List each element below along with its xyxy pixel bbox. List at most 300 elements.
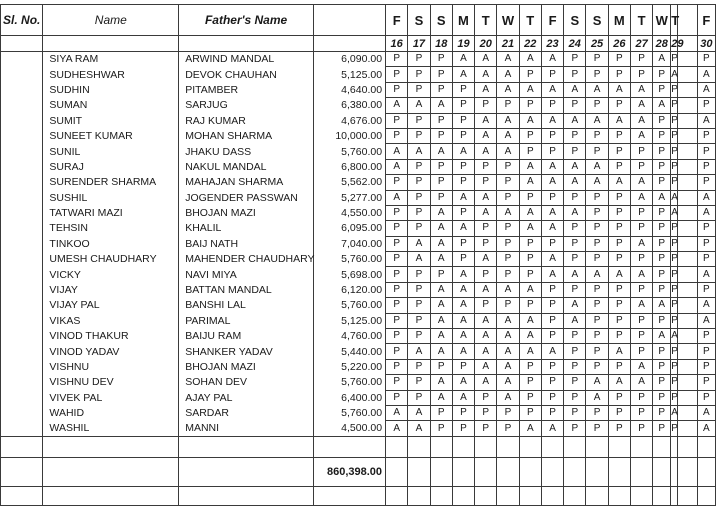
attendance-mark: A (519, 282, 541, 297)
attendance-mark: A (408, 421, 430, 436)
attendance-mark: A (430, 98, 452, 113)
attendance-mark: P (497, 252, 519, 267)
attendance-mark: P (697, 236, 715, 251)
weekday-header: W (497, 5, 519, 36)
attendance-mark: P (630, 159, 652, 174)
weekday-header: S (408, 5, 430, 36)
attendance-mark: A (475, 282, 497, 297)
amount-cell: 5,440.00 (313, 344, 385, 359)
attendance-mark: P (475, 159, 497, 174)
attendance-mark: A (408, 344, 430, 359)
attendance-mark: P (386, 375, 408, 390)
attendance-gap (677, 52, 697, 67)
attendance-mark: P (671, 128, 677, 143)
attendance-mark: P (386, 329, 408, 344)
amount-cell: 5,277.00 (313, 190, 385, 205)
attendance-mark: P (452, 236, 474, 251)
attendance-mark: P (564, 252, 586, 267)
attendance-mark: P (452, 175, 474, 190)
attendance-mark: P (608, 128, 630, 143)
attendance-mark: A (608, 82, 630, 97)
table-row (1, 98, 716, 113)
sl-no-cell (1, 144, 43, 159)
sl-no-cell (1, 298, 43, 313)
attendance-mark: P (653, 344, 671, 359)
attendance-mark: P (519, 128, 541, 143)
attendance-mark: P (430, 421, 452, 436)
name-cell: VIJAY PAL (43, 298, 179, 313)
attendance-mark: P (541, 190, 563, 205)
amount-cell: 4,550.00 (313, 205, 385, 220)
attendance-mark: P (671, 144, 677, 159)
attendance-mark: A (519, 344, 541, 359)
attendance-mark: P (519, 267, 541, 282)
attendance-mark: P (541, 390, 563, 405)
attendance-mark: A (386, 421, 408, 436)
attendance-mark: P (697, 252, 715, 267)
name-cell: SURENDER SHARMA (43, 175, 179, 190)
attendance-mark: P (671, 159, 677, 174)
attendance-mark: P (497, 175, 519, 190)
name-cell: TEHSIN (43, 221, 179, 236)
weekday-header: F (697, 5, 715, 36)
attendance-mark: A (671, 190, 677, 205)
attendance-mark: P (475, 221, 497, 236)
attendance-mark: P (430, 175, 452, 190)
attendance-mark: P (671, 313, 677, 328)
attendance-mark: A (541, 82, 563, 97)
attendance-gap (677, 67, 697, 82)
attendance-mark: A (653, 190, 671, 205)
date-header: 22 (519, 36, 541, 52)
attendance-mark: P (697, 128, 715, 143)
attendance-mark: P (408, 128, 430, 143)
attendance-mark: A (475, 252, 497, 267)
attendance-mark: P (519, 236, 541, 251)
attendance-mark: A (497, 52, 519, 67)
name-cell: SIYA RAM (43, 52, 179, 67)
attendance-mark: A (519, 52, 541, 67)
attendance-mark: P (653, 390, 671, 405)
attendance-mark: A (430, 344, 452, 359)
attendance-mark: P (541, 359, 563, 374)
attendance-mark: P (497, 190, 519, 205)
amount-cell: 4,500.00 (313, 421, 385, 436)
attendance-mark: P (608, 298, 630, 313)
attendance-mark: P (586, 344, 608, 359)
attendance-mark: P (671, 390, 677, 405)
sl-no-cell (1, 159, 43, 174)
attendance-mark: A (630, 298, 652, 313)
attendance-mark: A (564, 313, 586, 328)
attendance-mark: A (541, 205, 563, 220)
weekday-header: T (519, 5, 541, 36)
attendance-mark: P (408, 359, 430, 374)
name-cell: SUMAN (43, 98, 179, 113)
attendance-mark: P (564, 128, 586, 143)
attendance-mark: P (608, 313, 630, 328)
attendance-mark: P (653, 421, 671, 436)
attendance-mark: A (697, 205, 715, 220)
attendance-mark: P (564, 375, 586, 390)
attendance-mark: A (586, 82, 608, 97)
amount-cell: 6,095.00 (313, 221, 385, 236)
sl-no-cell (1, 282, 43, 297)
attendance-mark: A (497, 82, 519, 97)
attendance-mark: P (586, 421, 608, 436)
attendance-mark: P (475, 405, 497, 420)
attendance-mark: P (475, 175, 497, 190)
father-name-cell: BATTAN MANDAL (179, 282, 314, 297)
date-header: 25 (586, 36, 608, 52)
weekday-header: M (608, 5, 630, 36)
attendance-mark: P (408, 282, 430, 297)
attendance-mark: A (653, 298, 671, 313)
attendance-mark: P (430, 113, 452, 128)
attendance-mark: P (386, 82, 408, 97)
attendance-mark: A (430, 390, 452, 405)
attendance-mark: P (608, 359, 630, 374)
attendance-mark: P (564, 282, 586, 297)
attendance-gap (677, 390, 697, 405)
attendance-gap (677, 267, 697, 282)
attendance-mark: A (564, 113, 586, 128)
table-row (1, 359, 716, 374)
attendance-mark: P (630, 252, 652, 267)
father-name-cell: PARIMAL (179, 313, 314, 328)
attendance-gap (677, 421, 697, 436)
attendance-mark: A (671, 405, 677, 420)
attendance-mark: P (408, 375, 430, 390)
attendance-gap (677, 329, 697, 344)
attendance-mark: A (697, 82, 715, 97)
attendance-mark: P (671, 221, 677, 236)
table-row (1, 175, 716, 190)
name-cell: VIKAS (43, 313, 179, 328)
attendance-mark: A (519, 313, 541, 328)
attendance-mark: P (452, 159, 474, 174)
attendance-mark: A (475, 359, 497, 374)
attendance-mark: A (541, 175, 563, 190)
attendance-mark: P (452, 113, 474, 128)
attendance-mark: P (408, 113, 430, 128)
attendance-mark: A (497, 344, 519, 359)
attendance-mark: A (430, 252, 452, 267)
father-name-cell: AJAY PAL (179, 390, 314, 405)
attendance-mark: P (452, 82, 474, 97)
attendance-mark: P (697, 144, 715, 159)
attendance-mark: P (608, 98, 630, 113)
attendance-mark: A (430, 329, 452, 344)
sl-no-header: Sl. No. (1, 5, 43, 36)
attendance-mark: P (671, 175, 677, 190)
table-row (1, 52, 716, 67)
attendance-mark: P (630, 282, 652, 297)
father-name-cell: MOHAN SHARMA (179, 128, 314, 143)
table-row (1, 144, 716, 159)
attendance-mark: P (653, 82, 671, 97)
attendance-gap (677, 375, 697, 390)
amount-cell: 5,125.00 (313, 313, 385, 328)
weekday-header: F (386, 5, 408, 36)
table-row (1, 390, 716, 405)
attendance-mark: A (452, 190, 474, 205)
attendance-mark: P (386, 267, 408, 282)
date-header: 20 (475, 36, 497, 52)
attendance-mark: P (608, 205, 630, 220)
table-row (1, 282, 716, 297)
attendance-mark: A (630, 375, 652, 390)
attendance-mark: A (608, 344, 630, 359)
attendance-mark: A (519, 329, 541, 344)
attendance-mark: P (475, 236, 497, 251)
table-row (1, 375, 716, 390)
date-header: 23 (541, 36, 563, 52)
attendance-mark: A (586, 267, 608, 282)
grand-total-amount: 860,398.00 (313, 457, 385, 486)
amount-cell: 6,400.00 (313, 390, 385, 405)
attendance-mark: P (671, 252, 677, 267)
date-row (1, 36, 716, 52)
attendance-mark: A (452, 144, 474, 159)
attendance-mark: P (541, 67, 563, 82)
attendance-mark: P (386, 67, 408, 82)
attendance-mark: P (430, 267, 452, 282)
attendance-mark: P (430, 67, 452, 82)
attendance-mark: P (475, 98, 497, 113)
attendance-gap (677, 236, 697, 251)
attendance-mark: P (671, 298, 677, 313)
total-row (1, 457, 716, 486)
attendance-mark: P (541, 128, 563, 143)
attendance-mark: A (452, 282, 474, 297)
father-name-cell: NAKUL MANDAL (179, 159, 314, 174)
attendance-mark: A (452, 298, 474, 313)
table-row (1, 421, 716, 436)
attendance-gap (677, 221, 697, 236)
attendance-mark: P (519, 144, 541, 159)
weekday-header: T (671, 5, 677, 36)
amount-cell: 5,220.00 (313, 359, 385, 374)
attendance-mark: P (653, 221, 671, 236)
attendance-mark: A (519, 113, 541, 128)
attendance-mark: P (586, 236, 608, 251)
attendance-mark: A (519, 205, 541, 220)
attendance-mark: A (564, 82, 586, 97)
attendance-mark: P (608, 67, 630, 82)
attendance-mark: P (475, 390, 497, 405)
attendance-mark: P (653, 175, 671, 190)
table-row (1, 221, 716, 236)
attendance-mark: P (608, 390, 630, 405)
attendance-mark: P (630, 390, 652, 405)
father-name-cell: SOHAN DEV (179, 375, 314, 390)
attendance-mark: P (630, 52, 652, 67)
attendance-mark: A (430, 205, 452, 220)
attendance-gap (677, 190, 697, 205)
attendance-mark: A (475, 205, 497, 220)
attendance-mark: P (408, 190, 430, 205)
amount-cell: 6,120.00 (313, 282, 385, 297)
attendance-mark: P (671, 421, 677, 436)
sl-no-cell (1, 98, 43, 113)
attendance-mark: A (541, 113, 563, 128)
attendance-mark: P (519, 405, 541, 420)
date-header: 28 (653, 36, 671, 52)
attendance-mark: P (519, 190, 541, 205)
attendance-mark: A (430, 144, 452, 159)
table-row (1, 298, 716, 313)
attendance-mark: P (608, 329, 630, 344)
name-cell: VINOD THAKUR (43, 329, 179, 344)
attendance-mark: A (475, 329, 497, 344)
attendance-mark: P (408, 159, 430, 174)
father-name-cell: KHALIL (179, 221, 314, 236)
attendance-mark: P (519, 98, 541, 113)
attendance-mark: A (586, 375, 608, 390)
attendance-mark: A (475, 82, 497, 97)
attendance-mark: P (630, 67, 652, 82)
sl-no-cell (1, 344, 43, 359)
attendance-mark: P (671, 113, 677, 128)
attendance-mark: P (608, 405, 630, 420)
attendance-mark: A (475, 67, 497, 82)
attendance-mark: A (541, 52, 563, 67)
amount-cell: 5,562.00 (313, 175, 385, 190)
attendance-mark: P (586, 52, 608, 67)
father-name-cell: JOGENDER PASSWAN (179, 190, 314, 205)
attendance-mark: P (408, 390, 430, 405)
sl-no-cell (1, 359, 43, 374)
name-cell: UMESH CHAUDHARY (43, 252, 179, 267)
attendance-mark: P (586, 144, 608, 159)
attendance-mark: P (541, 375, 563, 390)
name-cell: SUDHIN (43, 82, 179, 97)
attendance-mark: A (475, 313, 497, 328)
date-header: 18 (430, 36, 452, 52)
sl-no-cell (1, 52, 43, 67)
attendance-mark: P (408, 267, 430, 282)
date-header: 26 (608, 36, 630, 52)
sl-no-cell (1, 421, 43, 436)
attendance-mark: A (671, 205, 677, 220)
attendance-mark: A (475, 344, 497, 359)
father-name-cell: MANNI (179, 421, 314, 436)
attendance-mark: P (630, 421, 652, 436)
name-cell: WASHIL (43, 421, 179, 436)
attendance-mark: P (671, 344, 677, 359)
attendance-mark: A (452, 390, 474, 405)
attendance-gap (677, 159, 697, 174)
attendance-mark: P (697, 375, 715, 390)
sl-no-cell (1, 236, 43, 251)
sl-no-cell (1, 390, 43, 405)
attendance-mark: A (497, 390, 519, 405)
amount-cell: 5,760.00 (313, 405, 385, 420)
amount-cell: 5,125.00 (313, 67, 385, 82)
attendance-mark: A (386, 98, 408, 113)
attendance-mark: A (408, 236, 430, 251)
attendance-mark: P (430, 159, 452, 174)
attendance-mark: P (386, 128, 408, 143)
father-name-cell: BHOJAN MAZI (179, 205, 314, 220)
attendance-mark: P (519, 67, 541, 82)
attendance-mark: P (408, 221, 430, 236)
attendance-mark: A (630, 236, 652, 251)
father-name-cell: NAVI MIYA (179, 267, 314, 282)
attendance-mark: P (697, 329, 715, 344)
attendance-mark: P (497, 159, 519, 174)
sl-no-cell (1, 375, 43, 390)
table-row (1, 344, 716, 359)
attendance-mark: A (475, 190, 497, 205)
father-name-cell: MAHAJAN SHARMA (179, 175, 314, 190)
attendance-mark: P (697, 282, 715, 297)
attendance-mark: P (497, 221, 519, 236)
attendance-mark: P (653, 236, 671, 251)
attendance-mark: A (519, 82, 541, 97)
sl-no-cell (1, 205, 43, 220)
name-cell: SUNIL (43, 144, 179, 159)
attendance-mark: P (430, 190, 452, 205)
attendance-mark: P (671, 52, 677, 67)
attendance-mark: P (586, 282, 608, 297)
attendance-mark: P (386, 313, 408, 328)
attendance-mark: P (452, 359, 474, 374)
name-cell: VISHNU DEV (43, 375, 179, 390)
attendance-mark: P (386, 113, 408, 128)
amount-cell: 5,760.00 (313, 298, 385, 313)
attendance-mark: P (541, 313, 563, 328)
attendance-mark: P (608, 190, 630, 205)
attendance-mark: P (671, 267, 677, 282)
attendance-mark: P (608, 159, 630, 174)
attendance-mark: P (386, 175, 408, 190)
weekday-header: M (452, 5, 474, 36)
weekday-header: S (586, 5, 608, 36)
sl-no-cell (1, 221, 43, 236)
weekday-header: T (475, 5, 497, 36)
attendance-mark: P (452, 421, 474, 436)
attendance-mark: P (430, 128, 452, 143)
attendance-mark: P (564, 405, 586, 420)
attendance-mark: P (541, 405, 563, 420)
attendance-mark: P (653, 405, 671, 420)
table-row (1, 329, 716, 344)
date-header: 27 (630, 36, 652, 52)
attendance-mark: P (653, 267, 671, 282)
attendance-mark: A (541, 267, 563, 282)
attendance-mark: A (630, 190, 652, 205)
father-name-cell: PITAMBER (179, 82, 314, 97)
attendance-mark: P (519, 390, 541, 405)
attendance-mark: P (408, 52, 430, 67)
amount-cell: 5,698.00 (313, 267, 385, 282)
attendance-mark: P (653, 159, 671, 174)
amount-cell: 4,676.00 (313, 113, 385, 128)
attendance-mark: P (497, 98, 519, 113)
amount-cell: 5,760.00 (313, 144, 385, 159)
attendance-gap (677, 313, 697, 328)
table-row (1, 67, 716, 82)
sl-no-cell (1, 175, 43, 190)
attendance-mark: P (608, 52, 630, 67)
attendance-mark: P (408, 298, 430, 313)
attendance-mark: P (541, 236, 563, 251)
amount-cell: 4,760.00 (313, 329, 385, 344)
attendance-gap (677, 175, 697, 190)
attendance-mark: P (408, 205, 430, 220)
